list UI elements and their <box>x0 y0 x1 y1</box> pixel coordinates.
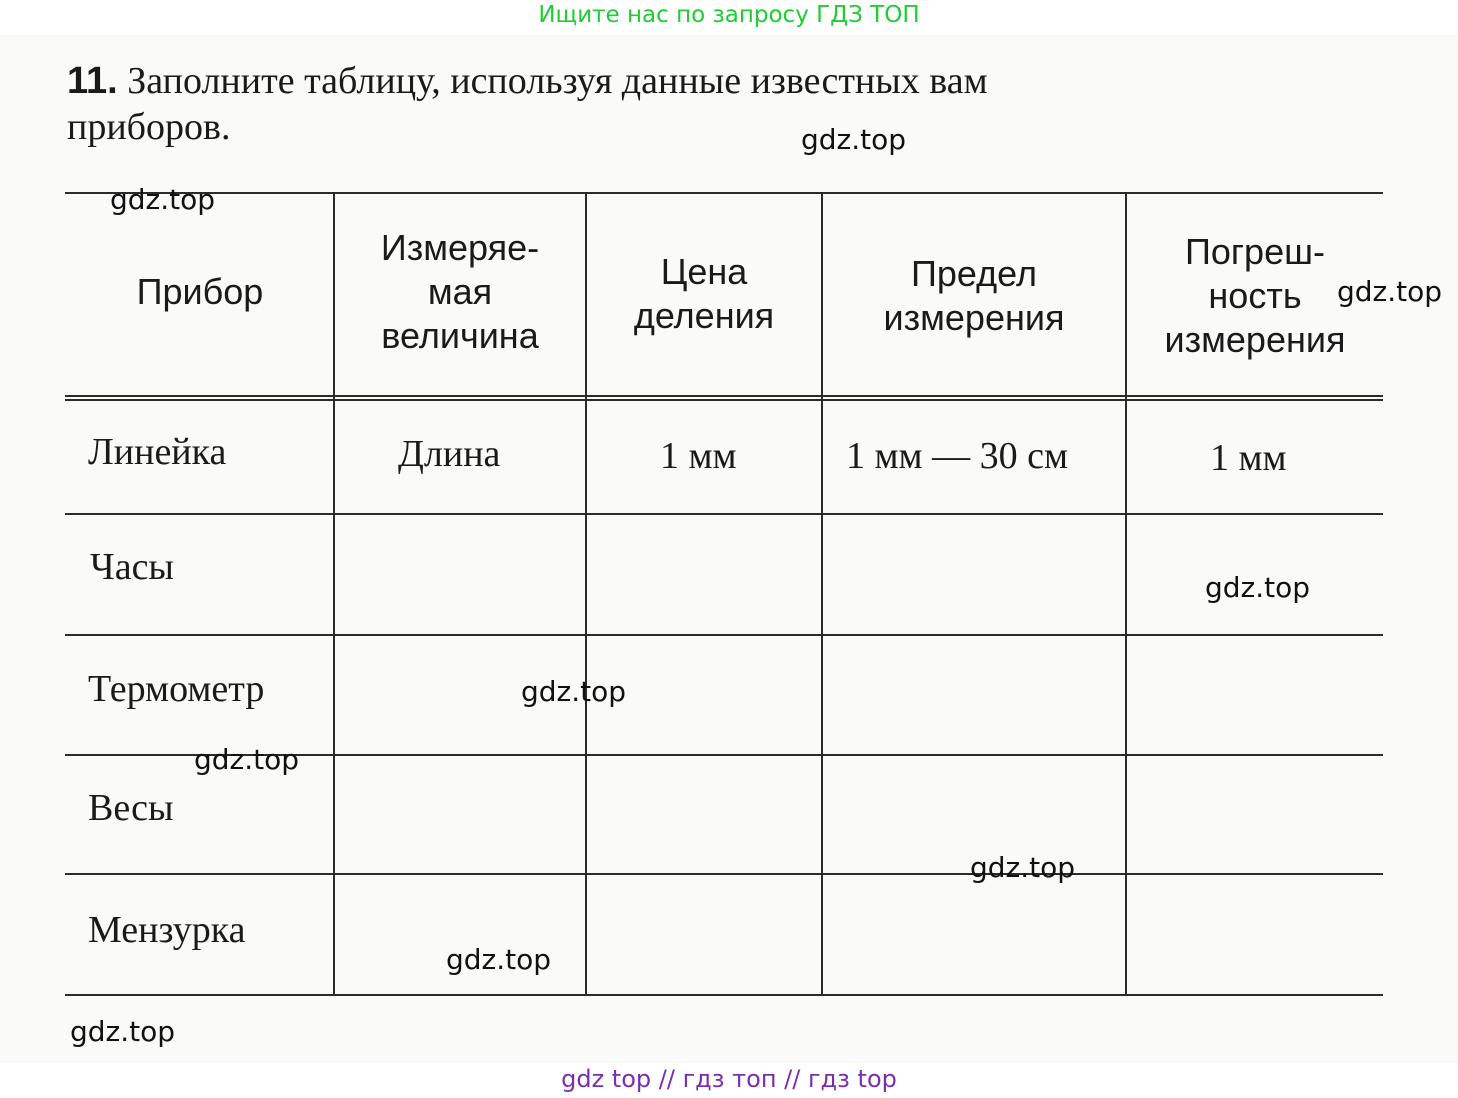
watermark: gdz.top <box>110 183 216 216</box>
bottom-banner: gdz top // гдз топ // гдз top <box>561 1065 897 1093</box>
task-text-line1: Заполните таблицу, используя данные известных вам <box>127 60 988 102</box>
watermark: gdz.top <box>1205 571 1311 604</box>
table-cell-error: 1 мм <box>1210 437 1287 479</box>
row-divider <box>65 634 1383 636</box>
header-error: Погреш- ность измерения <box>1164 231 1346 360</box>
watermark: gdz.top <box>446 943 552 976</box>
header-separator <box>65 395 1383 401</box>
table-cell-device: Часы <box>90 546 174 588</box>
row-divider <box>65 873 1383 875</box>
table-cell-quantity: Длина <box>398 433 501 475</box>
table-cell-device: Термометр <box>88 668 265 710</box>
table-cell-device: Весы <box>88 787 174 829</box>
table-bottom-border <box>65 994 1383 996</box>
watermark: gdz.top <box>970 851 1076 884</box>
table-cell-device: Линейка <box>88 431 227 473</box>
task-statement <box>67 58 1397 150</box>
table-cell-limit: 1 мм — 30 см <box>846 435 1069 477</box>
table-cell-division: 1 мм <box>660 435 737 477</box>
top-banner: Ищите нас по запросу ГДЗ ТОП <box>538 2 920 28</box>
header-quantity: Измеряе- мая величина <box>380 227 540 356</box>
watermark: gdz.top <box>194 743 300 776</box>
watermark: gdz.top <box>70 1015 176 1048</box>
table-cell-device: Мензурка <box>88 909 246 951</box>
row-divider <box>65 513 1383 515</box>
header-device: Прибор <box>136 271 264 312</box>
task-text-line2: приборов. <box>67 106 231 148</box>
watermark: gdz.top <box>521 675 627 708</box>
header-division: Цена деления <box>633 251 775 336</box>
table-top-border <box>65 192 1383 194</box>
header-limit: Предел измерения <box>883 253 1065 338</box>
task-number: 11. <box>67 60 118 102</box>
watermark: gdz.top <box>801 123 907 156</box>
watermark: gdz.top <box>1337 275 1443 308</box>
